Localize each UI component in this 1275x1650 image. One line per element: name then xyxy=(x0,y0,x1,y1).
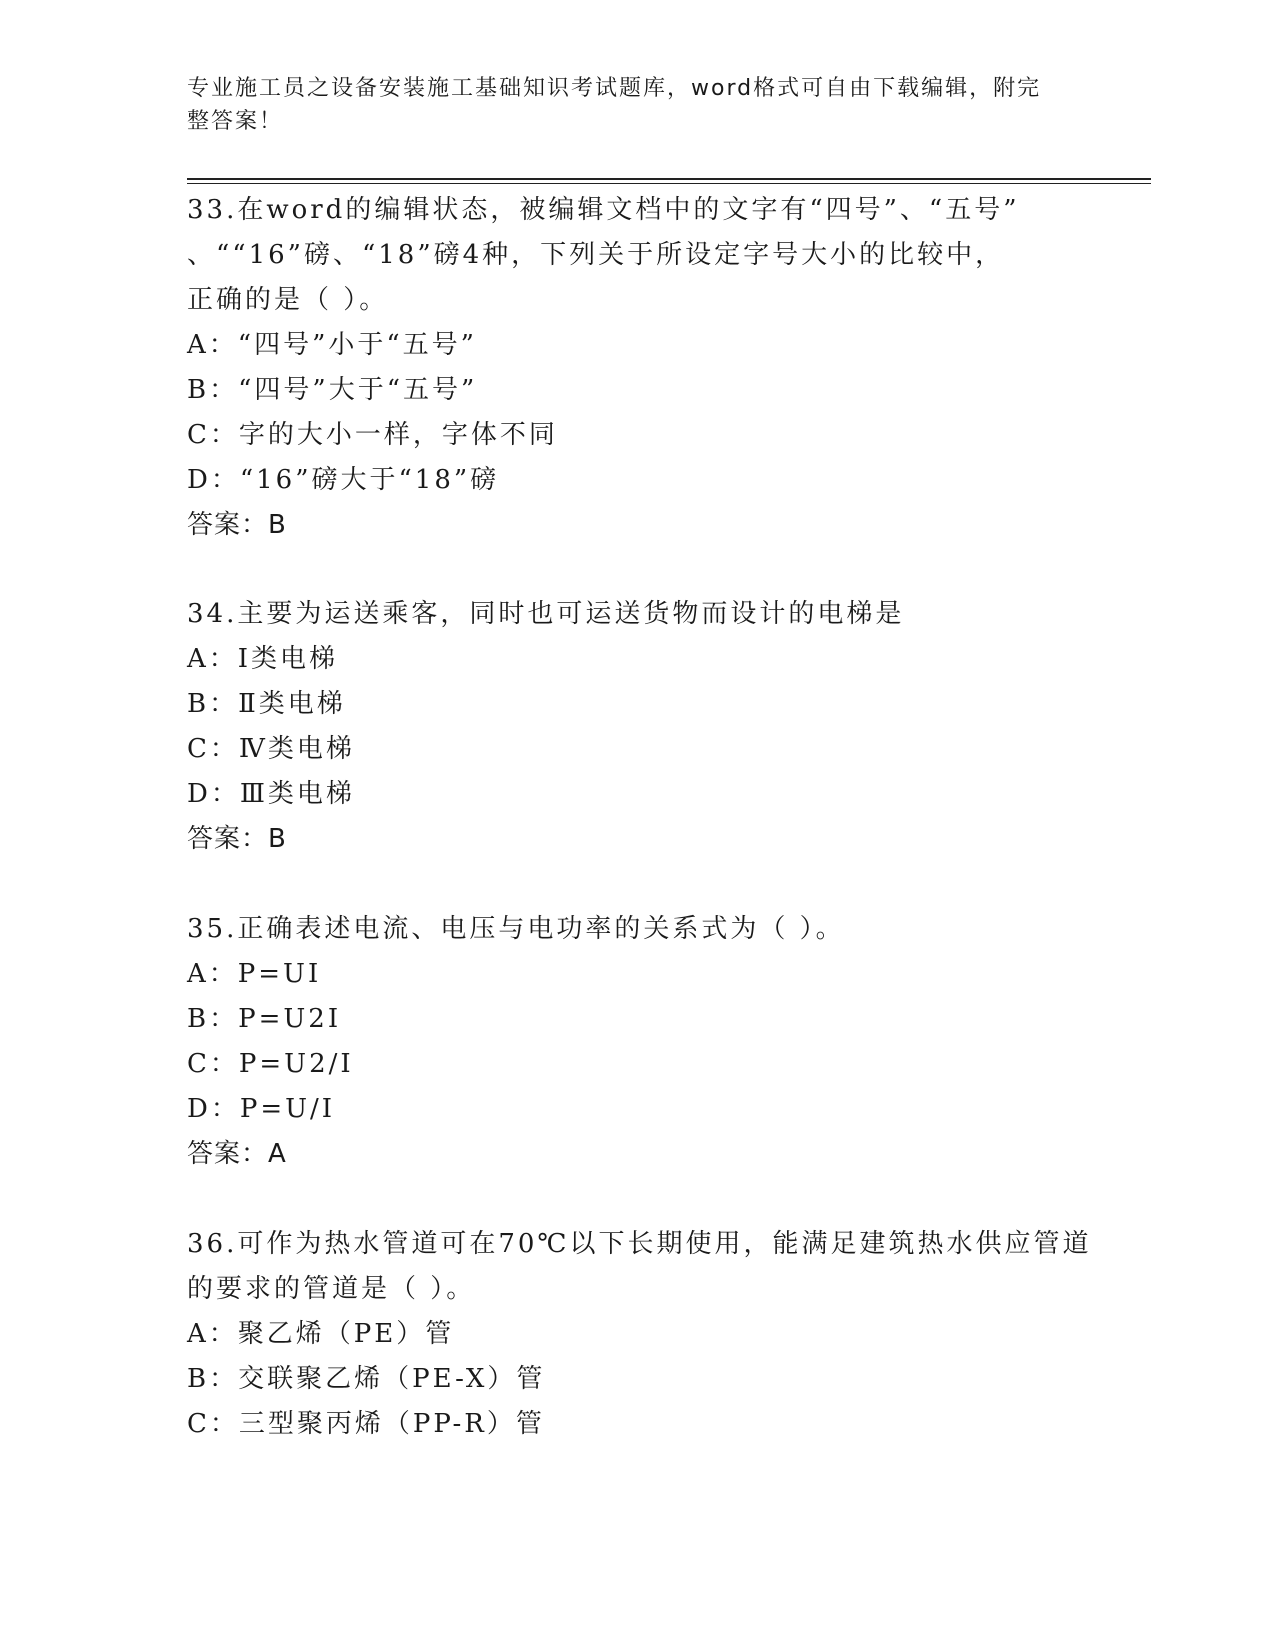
option-a: A：P=UI xyxy=(187,959,322,989)
question-text: 33.在word的编辑状态，被编辑文档中的文字有“四号”、“五号” xyxy=(187,195,1020,225)
document-header xyxy=(187,72,1087,138)
header-line-2: 整答案！ xyxy=(187,109,284,134)
option-c: C：字的大小一样，字体不同 xyxy=(187,420,558,450)
question-text: 正确的是（ ）。 xyxy=(187,285,389,315)
question-text: 的要求的管道是（ ）。 xyxy=(187,1274,476,1304)
question-text: 35.正确表述电流、电压与电功率的关系式为（ ）。 xyxy=(187,914,845,944)
option-b: B：Ⅱ类电梯 xyxy=(187,689,346,719)
option-c: C：P=U2/I xyxy=(187,1049,354,1079)
option-d: D：P=U/I xyxy=(187,1094,336,1124)
option-b: B：“四号”大于“五号” xyxy=(187,375,478,405)
option-b: B：交联聚乙烯（PE-X）管 xyxy=(187,1364,546,1394)
option-a: A：聚乙烯（PE）管 xyxy=(187,1319,455,1349)
question-text: 、““16”磅、“18”磅4种，下列关于所设定字号大小的比较中， xyxy=(187,240,1005,270)
header-line-1: 专业施工员之设备安装施工基础知识考试题库，word格式可自由下载编辑，附完 xyxy=(187,76,1042,101)
option-d: D：“16”磅大于“18”磅 xyxy=(187,465,500,495)
question-33 xyxy=(187,188,1087,548)
question-34 xyxy=(187,592,1087,862)
answer: 答案：B xyxy=(187,824,287,854)
answer: 答案：A xyxy=(187,1139,287,1169)
option-a: A：“四号”小于“五号” xyxy=(187,330,477,360)
option-c: C：Ⅳ类电梯 xyxy=(187,734,355,764)
question-35 xyxy=(187,907,1087,1177)
question-text: 36.可作为热水管道可在70℃以下长期使用，能满足建筑热水供应管道 xyxy=(187,1229,1092,1259)
question-text: 34.主要为运送乘客，同时也可运送货物而设计的电梯是 xyxy=(187,599,905,629)
header-divider-thick xyxy=(187,178,1151,180)
option-d: D：Ⅲ类电梯 xyxy=(187,779,355,809)
option-c: C：三型聚丙烯（PP-R）管 xyxy=(187,1409,545,1439)
question-36 xyxy=(187,1222,1092,1447)
answer: 答案：B xyxy=(187,510,287,540)
option-b: B：P=U2I xyxy=(187,1004,342,1034)
header-divider-thin xyxy=(187,183,1151,184)
option-a: A：I类电梯 xyxy=(187,644,339,674)
